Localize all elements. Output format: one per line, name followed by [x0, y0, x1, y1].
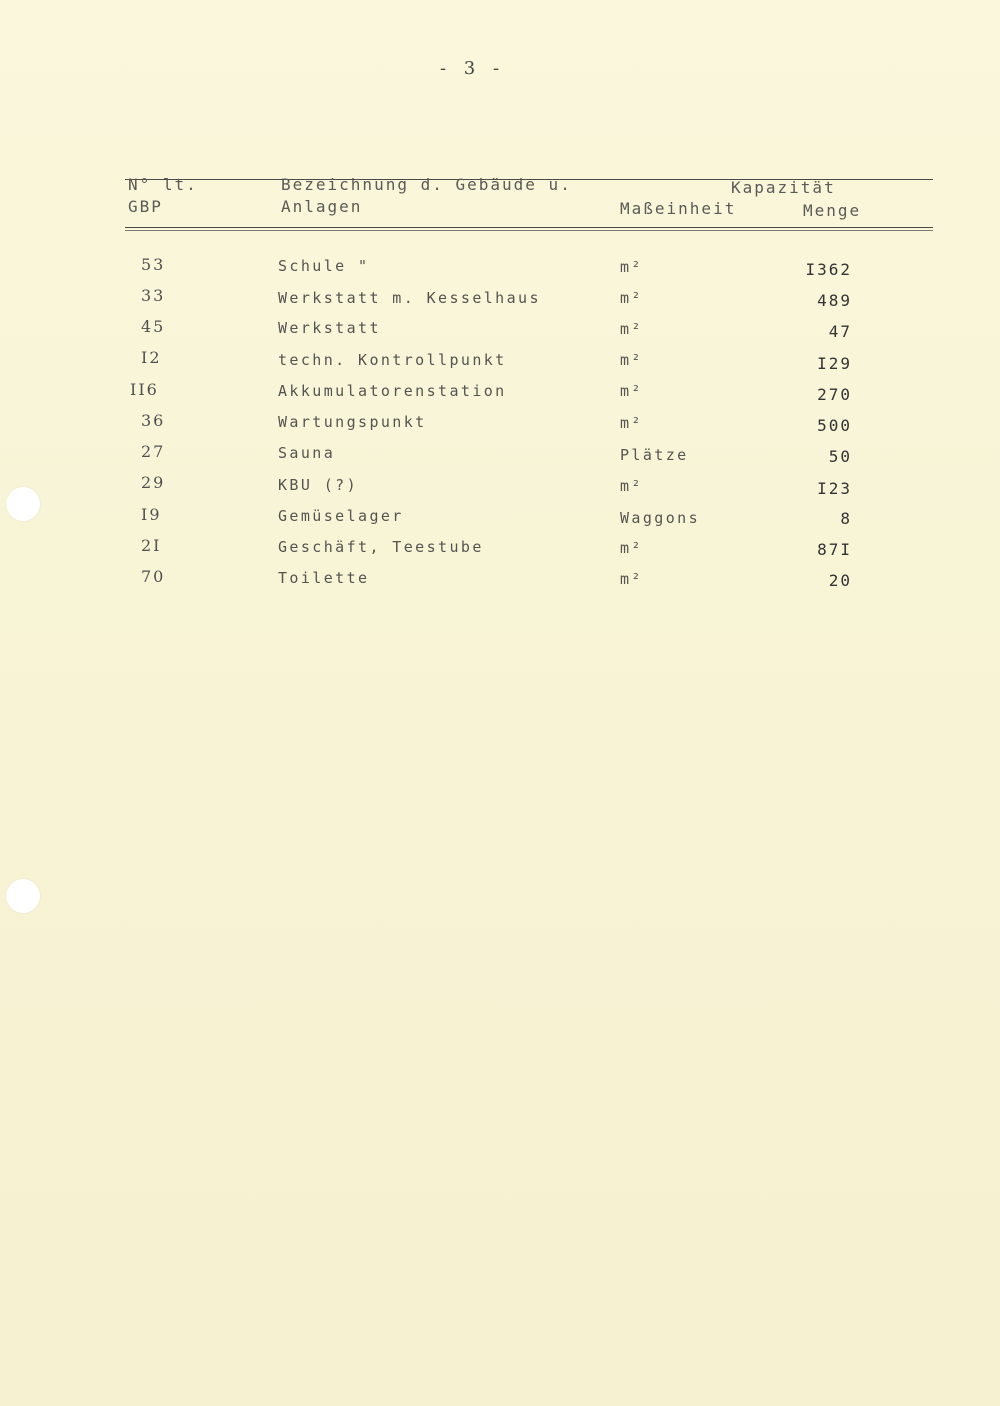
row-bezeichnung: Schule " — [278, 257, 370, 275]
row-einheit: m² — [620, 414, 643, 432]
row-einheit: m² — [620, 258, 643, 276]
header-masseinheit: Maßeinheit — [620, 199, 737, 218]
row-menge: I29 — [817, 354, 852, 373]
row-nr: 36 — [141, 411, 166, 430]
row-nr: 27 — [141, 442, 166, 461]
row-nr: I9 — [141, 505, 162, 524]
row-bezeichnung: Akkumulatorenstation — [278, 382, 507, 400]
row-menge: I362 — [805, 260, 852, 279]
row-menge: 489 — [817, 291, 852, 310]
row-bezeichnung: Sauna — [278, 444, 336, 462]
row-bezeichnung: KBU (?) — [278, 476, 359, 494]
punch-hole-lower — [6, 879, 40, 913]
row-menge: 87I — [817, 540, 852, 559]
row-bezeichnung: Toilette — [278, 569, 370, 587]
row-einheit: m² — [620, 320, 643, 338]
row-einheit: m² — [620, 570, 643, 588]
row-nr: 2I — [141, 536, 162, 555]
row-nr: 45 — [141, 317, 166, 336]
header-nr-line1: N° lt. — [128, 175, 198, 194]
row-menge: 8 — [840, 509, 852, 528]
row-bezeichnung: Werkstatt m. Kesselhaus — [278, 289, 541, 307]
row-menge: 270 — [817, 385, 852, 404]
punch-hole-upper — [6, 487, 40, 521]
header-nr-line2: GBP — [128, 197, 163, 216]
header-menge: Menge — [803, 201, 862, 220]
row-menge: 50 — [828, 447, 852, 466]
row-menge: I23 — [817, 479, 852, 498]
row-nr: II6 — [130, 380, 159, 399]
row-bezeichnung: Werkstatt — [278, 319, 381, 337]
row-einheit: m² — [620, 382, 643, 400]
row-bezeichnung: Wartungspunkt — [278, 413, 427, 431]
row-nr: 33 — [141, 286, 166, 305]
row-nr: 70 — [141, 567, 166, 586]
row-bezeichnung: Geschäft, Teestube — [278, 538, 484, 556]
row-nr: 29 — [141, 473, 166, 492]
row-einheit: m² — [620, 351, 643, 369]
row-menge: 47 — [828, 322, 852, 341]
row-einheit: m² — [620, 289, 643, 307]
header-bottom-rule-1 — [125, 227, 933, 228]
row-bezeichnung: Gemüselager — [278, 507, 404, 525]
row-nr: 53 — [141, 255, 166, 274]
row-menge: 20 — [828, 571, 852, 590]
row-bezeichnung: techn. Kontrollpunkt — [278, 351, 507, 369]
header-bezeichnung-line1: Bezeichnung d. Gebäude u. — [281, 175, 572, 194]
row-einheit: m² — [620, 477, 643, 495]
row-einheit: Waggons — [620, 509, 701, 527]
header-bottom-rule-2 — [125, 230, 933, 231]
page-number: - 3 - — [440, 58, 506, 79]
row-menge: 500 — [817, 416, 852, 435]
header-kapazitaet: Kapazität — [731, 178, 836, 197]
row-einheit: m² — [620, 539, 643, 557]
row-nr: I2 — [141, 348, 162, 367]
row-einheit: Plätze — [620, 446, 689, 464]
header-bezeichnung-line2: Anlagen — [281, 197, 363, 216]
